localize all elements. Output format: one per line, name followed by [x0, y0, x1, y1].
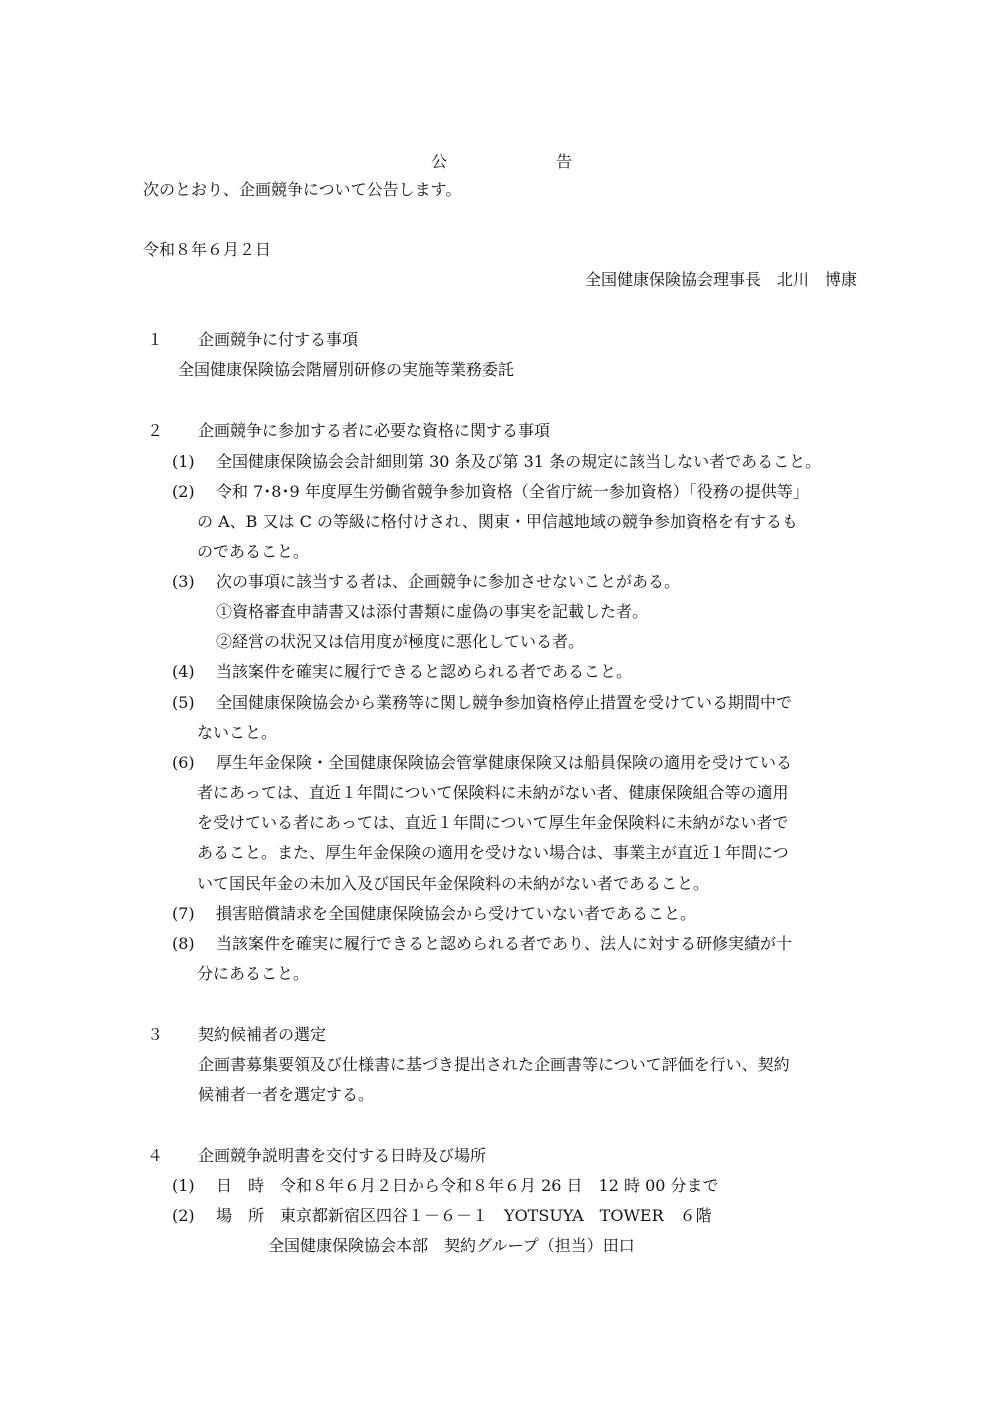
section-3-number: ３: [147, 1025, 164, 1044]
list-item: 当該案件を確実に履行できると認められる者であること。: [216, 662, 633, 681]
section-3-heading: 契約候補者の選定: [198, 1025, 327, 1044]
title-char-2: 告: [556, 152, 573, 171]
item-number: (7): [172, 904, 195, 923]
list-item-continued: 分にあること。: [197, 964, 310, 983]
section-2-heading: 企画競争に参加する者に必要な資格に関する事項: [198, 421, 551, 440]
list-item-continued: 者にあっては、直近１年間について保険料に未納がない者、健康保険組合等の適用: [197, 783, 789, 802]
section-2-number: ２: [147, 421, 164, 440]
item-number: (1): [172, 452, 195, 471]
list-item: 全国健康保険協会から業務等に関し競争参加資格停止措置を受けている期間中で: [216, 693, 793, 712]
list-item-continued: を受けている者にあっては、直近１年間について厚生年金保険料に未納がない者で: [197, 813, 789, 832]
notice-date: 令和８年６月２日: [143, 240, 272, 259]
list-item: 厚生年金保険・全国健康保険協会管掌健康保険又は船員保険の適用を受けている: [216, 753, 793, 772]
item-number: (3): [172, 572, 195, 591]
item-number: (2): [172, 482, 195, 501]
section-1-body: 全国健康保険協会階層別研修の実施等業務委託: [178, 360, 515, 379]
item-number: (5): [172, 693, 195, 712]
list-item-continued: あること。また、厚生年金保険の適用を受けない場合は、事業主が直近１年間につ: [197, 843, 789, 862]
list-item: 全国健康保険協会会計細則第 30 条及び第 31 条の規定に該当しない者であること。: [216, 452, 822, 471]
section-3-body-continued: 候補者一者を選定する。: [198, 1085, 375, 1104]
item-number: (4): [172, 662, 195, 681]
list-item: 令和 7･8･9 年度厚生労働省競争参加資格（全省庁統一参加資格）「役務の提供等」: [216, 482, 809, 501]
item-number: (6): [172, 753, 195, 772]
list-item-continued: のであること。: [197, 542, 310, 561]
list-item: 損害賠償請求を全国健康保険協会から受けていない者であること。: [216, 904, 697, 923]
section-4-number: ４: [147, 1146, 164, 1165]
intro-text: 次のとおり、企画競争について公告します。: [143, 180, 462, 199]
section-1-heading: 企画競争に付する事項: [198, 330, 359, 349]
item-number: (1): [172, 1176, 195, 1195]
list-item-continued: の A、B 又は C の等級に格付けされ、関東・甲信越地域の競争参加資格を有するも: [197, 512, 798, 531]
list-item: 当該案件を確実に履行できると認められる者であり、法人に対する研修実績が十: [216, 934, 793, 953]
list-item-continued: いて国民年金の未加入及び国民年金保険料の未納がない者であること。: [197, 874, 710, 893]
title-char-1: 公: [431, 152, 448, 171]
list-item-continued: ないこと。: [197, 723, 278, 742]
list-item: 次の事項に該当する者は、企画競争に参加させないことがある。: [216, 572, 681, 591]
datetime-item: 日 時 令和８年６月２日から令和８年６月 26 日 12 時 00 分まで: [216, 1176, 719, 1195]
location-contact: 全国健康保険協会本部 契約グループ（担当）田口: [268, 1236, 635, 1255]
item-number: (8): [172, 934, 195, 953]
section-4-heading: 企画競争説明書を交付する日時及び場所: [198, 1146, 487, 1165]
item-number: (2): [172, 1206, 195, 1225]
issuer-name: 全国健康保険協会理事長 北川 博康: [584, 270, 857, 289]
location-item: 場 所 東京都新宿区四谷１－６－１ YOTSUYA TOWER ６階: [216, 1206, 712, 1225]
section-1-number: １: [147, 330, 164, 349]
section-3-body: 企画書募集要領及び仕様書に基づき提出された企画書等について評価を行い、契約: [198, 1055, 790, 1074]
sub-item: ②経営の状況又は信用度が極度に悪化している者。: [216, 632, 585, 651]
sub-item: ①資格審査申請書又は添付書類に虚偽の事実を記載した者。: [216, 602, 649, 621]
